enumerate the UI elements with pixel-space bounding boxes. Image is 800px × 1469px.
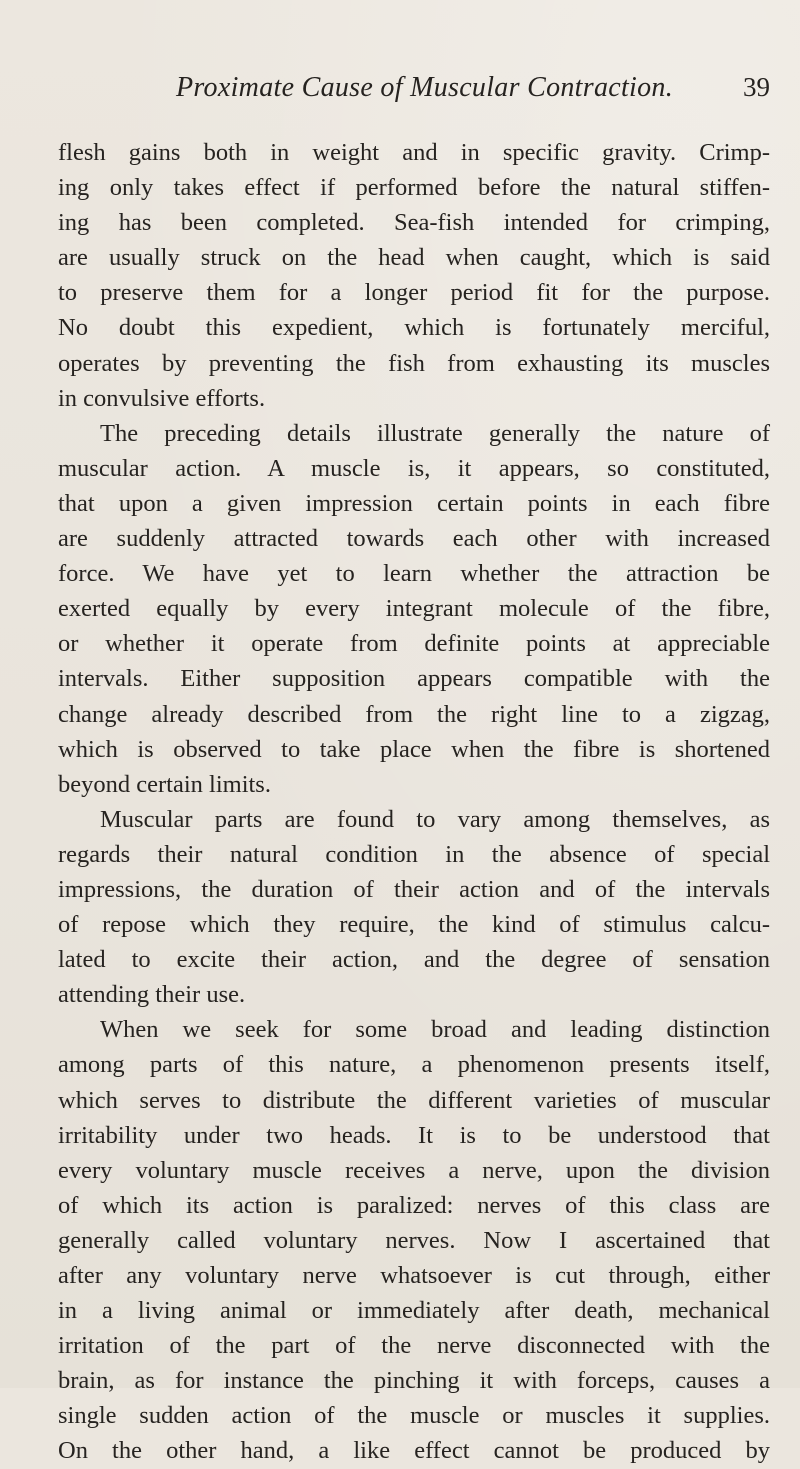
text-line: intervals. Either supposition appears compatible with the bbox=[58, 665, 770, 693]
text-line: are suddenly attracted towards each other with increased bbox=[58, 525, 770, 553]
paragraph-start-line: When we seek for some broad and leading distinction bbox=[100, 1016, 770, 1044]
text-line: ing has been completed. Sea-fish intended for crimping, bbox=[58, 209, 770, 237]
paragraph-end-line: attending their use. bbox=[58, 981, 246, 1009]
text-line: force. We have yet to learn whether the attraction be bbox=[58, 560, 770, 588]
text-line: or whether it operate from definite points at appreciable bbox=[58, 630, 770, 658]
text-line: are usually struck on the head when caught, which is said bbox=[58, 244, 770, 272]
paragraph-end-line: beyond certain limits. bbox=[58, 770, 271, 798]
text-line: to preserve them for a longer period fit for the purpose. bbox=[58, 279, 770, 307]
body-text bbox=[58, 135, 770, 1469]
text-line: which is observed to take place when the fibre is shortened bbox=[58, 735, 770, 763]
text-line: irritation of the part of the nerve disconnected with the bbox=[58, 1332, 770, 1360]
text-line: of which its action is paralized: nerves of this class are bbox=[58, 1191, 770, 1219]
text-line: On the other hand, a like effect cannot be produced by bbox=[58, 1437, 770, 1465]
text-line: muscular action. A muscle is, it appears, so constituted, bbox=[58, 454, 770, 482]
paragraph-start-line: The preceding details illustrate generally the nature of bbox=[100, 419, 770, 447]
text-line: flesh gains both in weight and in specific gravity. Crimp- bbox=[58, 139, 770, 166]
text-line: which serves to distribute the different varieties of muscular bbox=[58, 1086, 770, 1114]
text-line: ing only takes effect if performed before the natural stiffen- bbox=[58, 174, 770, 202]
text-line: brain, as for instance the pinching it with forceps, causes a bbox=[58, 1367, 770, 1395]
text-line: No doubt this expedient, which is fortunately merciful, bbox=[58, 314, 770, 342]
text-line: of repose which they require, the kind of stimulus calcu- bbox=[58, 911, 770, 939]
text-line: irritability under two heads. It is to be understood that bbox=[58, 1121, 770, 1149]
text-line: lated to excite their action, and the degree of sensation bbox=[58, 946, 770, 974]
text-line: regards their natural condition in the absence of special bbox=[58, 840, 770, 868]
text-line: exerted equally by every integrant molecule of the fibre, bbox=[58, 595, 770, 623]
text-line: impressions, the duration of their action and of the intervals bbox=[58, 875, 770, 903]
paragraph-start-line: Muscular parts are found to vary among themselves, as bbox=[100, 805, 770, 833]
text-line: among parts of this nature, a phenomenon presents itself, bbox=[58, 1051, 770, 1079]
running-header bbox=[176, 72, 770, 112]
text-line: in a living animal or immediately after death, mechanical bbox=[58, 1297, 770, 1325]
running-title: Proximate Cause of Muscular Contraction. bbox=[176, 72, 674, 103]
text-line: every voluntary muscle receives a nerve, upon the division bbox=[58, 1156, 770, 1184]
text-line: generally called voluntary nerves. Now I ascertained that bbox=[58, 1226, 770, 1254]
page-number: 39 bbox=[743, 72, 770, 102]
paragraph-end-line: in convulsive efforts. bbox=[58, 384, 266, 412]
text-line: operates by preventing the fish from exhausting its muscles bbox=[58, 349, 770, 377]
text-line: change already described from the right line to a zigzag, bbox=[58, 700, 770, 728]
text-line: after any voluntary nerve whatsoever is cut through, either bbox=[58, 1262, 770, 1289]
text-line: single sudden action of the muscle or muscles it supplies. bbox=[58, 1402, 770, 1430]
text-line: that upon a given impression certain points in each fibre bbox=[58, 489, 770, 517]
